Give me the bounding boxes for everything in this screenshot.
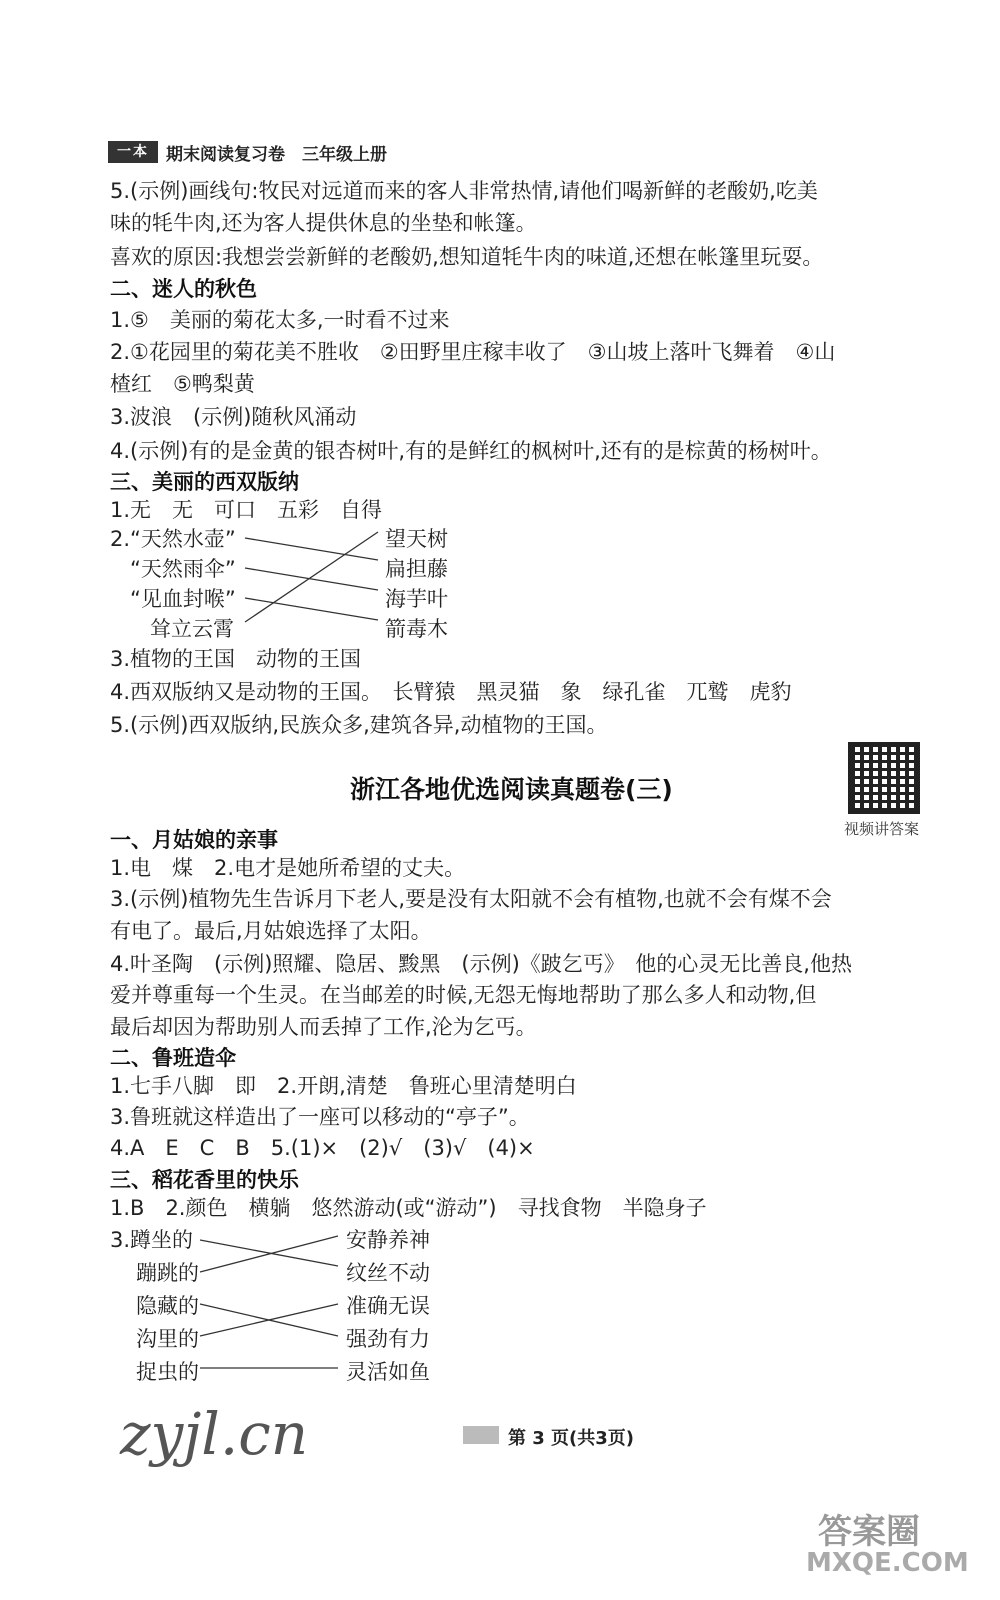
match-left-item: 沟里的 (136, 1327, 199, 1351)
answer-line: 喜欢的原因:我想尝尝新鲜的老酸奶,想知道牦牛肉的味道,还想在帐篷里玩耍。 (110, 245, 824, 269)
section-title: 一、月姑娘的亲事 (110, 828, 278, 852)
answer-line: 1.七手八脚 即 2.开朗,清楚 鲁班心里清楚明白 (110, 1074, 577, 1098)
answer-line: 楂红 ⑤鸭梨黄 (110, 372, 255, 396)
match-right-item: 准确无误 (346, 1294, 430, 1318)
match-left-item: 蹦跳的 (136, 1261, 199, 1285)
match-right-item: 海芋叶 (385, 587, 448, 611)
answer-line: 有电了。最后,月姑娘选择了太阳。 (110, 919, 432, 943)
answer-line: 5.(示例)西双版纳,民族众多,建筑各异,动植物的王国。 (110, 713, 608, 737)
match-right-item: 望天树 (385, 527, 448, 551)
answer-line: 1.B 2.颜色 横躺 悠然游动(或“游动”) 寻找食物 半隐身子 (110, 1196, 707, 1220)
corner-logo: 答案圈 (818, 1512, 920, 1552)
match-right-item: 灵活如鱼 (346, 1360, 430, 1384)
answer-line: 3.(示例)植物先生告诉月下老人,要是没有太阳就不会有植物,也就不会有煤不会 (110, 887, 832, 911)
match-right-item: 强劲有力 (346, 1327, 430, 1351)
match-left-item: 耸立云霄 (150, 617, 234, 641)
match-line (245, 568, 378, 590)
match-line (245, 598, 378, 620)
answer-line: 5.(示例)画线句:牧民对远道而来的客人非常热情,请他们喝新鲜的老酸奶,吃美 (110, 179, 818, 203)
match-right-item: 扁担藤 (385, 557, 448, 581)
answer-line: 3.植物的王国 动物的王国 (110, 647, 362, 671)
section-title: 二、鲁班造伞 (110, 1046, 236, 1070)
answer-line: 爱并尊重每一个生灵。在当邮差的时候,无怨无悔地帮助了那么多人和动物,但 (110, 983, 817, 1007)
answer-line: 3.波浪 (示例)随秋风涌动 (110, 405, 357, 429)
match-right-item: 箭毒木 (385, 617, 448, 641)
watermark: zyjl.cn (120, 1400, 309, 1468)
answer-line: 最后却因为帮助别人而丢掉了工作,沦为乞丐。 (110, 1015, 537, 1039)
section-title: 三、美丽的西双版纳 (110, 470, 299, 494)
match-left-item: 捉虫的 (136, 1360, 199, 1384)
footer-logo (463, 1426, 499, 1444)
match-right-item: 纹丝不动 (346, 1261, 430, 1285)
match-line (200, 1304, 338, 1336)
answer-line: 1.电 煤 2.电才是她所希望的丈夫。 (110, 856, 466, 880)
answer-line: 4.西双版纳又是动物的王国。 长臂猿 黑灵猫 象 绿孔雀 兀鹫 虎豹 (110, 680, 792, 704)
answer-line: 4.A E C B 5.(1)× (2)√ (3)√ (4)× (110, 1136, 535, 1160)
match-line (245, 532, 378, 622)
answer-line: 1.⑤ 美丽的菊花太多,一时看不过来 (110, 308, 450, 332)
match-left-item: 2.“天然水壶” (110, 527, 236, 551)
answer-line: 3.鲁班就这样造出了一座可以移动的“亭子”。 (110, 1105, 530, 1129)
match-left-item: “见血封喉” (130, 587, 236, 611)
match-line (200, 1304, 338, 1336)
match-left-item: 3.蹲坐的 (110, 1228, 194, 1252)
match-right-item: 安静养神 (346, 1228, 430, 1252)
answer-line: 味的牦牛肉,还为客人提供休息的坐垫和帐篷。 (110, 211, 537, 235)
answer-line: 2.①花园里的菊花美不胜收 ②田野里庄稼丰收了 ③山坡上落叶飞舞着 ④山 (110, 340, 836, 364)
qr-caption: 视频讲答案 (844, 820, 920, 838)
match-left-item: 隐藏的 (136, 1294, 199, 1318)
match-line (200, 1236, 338, 1272)
section-title: 二、迷人的秋色 (110, 277, 257, 301)
match-line (245, 538, 378, 560)
exam-title: 浙江各地优选阅读真题卷(三) (350, 775, 673, 804)
match-line (200, 1240, 338, 1266)
corner-url: MXQE.COM (806, 1548, 969, 1578)
section-title: 三、稻花香里的快乐 (110, 1168, 299, 1192)
book-logo: 一本 (108, 141, 158, 163)
header-title: 期末阅读复习卷 三年级上册 (166, 145, 387, 165)
answer-line: 4.(示例)有的是金黄的银杏树叶,有的是鲜红的枫树叶,还有的是棕黄的杨树叶。 (110, 439, 832, 463)
page-number: 第 3 页(共3页) (508, 1428, 635, 1449)
qr-code[interactable] (848, 742, 920, 814)
match-left-item: “天然雨伞” (130, 557, 236, 581)
answer-line: 4.叶圣陶 (示例)照耀、隐居、黢黑 (示例)《跛乞丐》 他的心灵无比善良,他热 (110, 952, 852, 976)
answer-line: 1.无 无 可口 五彩 自得 (110, 498, 383, 522)
